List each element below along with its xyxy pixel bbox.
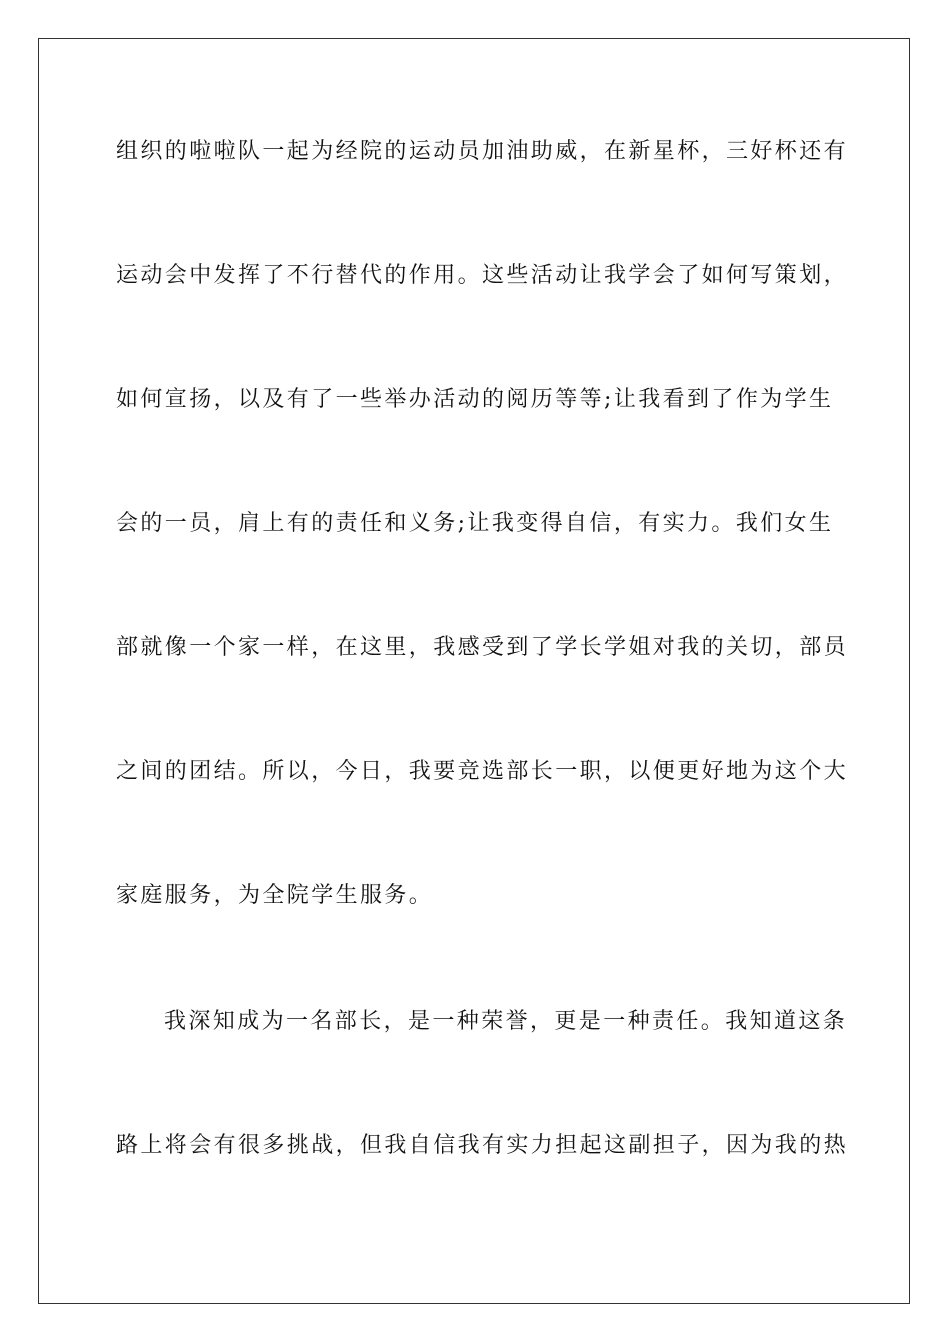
paragraph-start-line: 我深知成为一名部长，是一种荣誉，更是一种责任。我知道这条 bbox=[164, 1009, 848, 1034]
text-line: 组织的啦啦队一起为经院的运动员加油助威，在新星杯，三好杯还有 bbox=[116, 139, 849, 164]
text-line: 会的一员，肩上有的责任和义务;让我变得自信，有实力。我们女生 bbox=[116, 511, 834, 536]
text-line: 部就像一个家一样，在这里，我感受到了学长学姐对我的关切，部员 bbox=[116, 635, 849, 660]
text-line: 如何宣扬，以及有了一些举办活动的阅历等等;让我看到了作为学生 bbox=[116, 387, 834, 412]
page-frame bbox=[38, 38, 910, 1304]
text-line: 运动会中发挥了不行替代的作用。这些活动让我学会了如何写策划， bbox=[116, 263, 849, 288]
text-line: 路上将会有很多挑战，但我自信我有实力担起这副担子，因为我的热 bbox=[116, 1133, 849, 1158]
text-line: 之间的团结。所以，今日，我要竞选部长一职，以便更好地为这个大 bbox=[116, 759, 849, 784]
text-line: 家庭服务，为全院学生服务。 bbox=[116, 883, 434, 908]
